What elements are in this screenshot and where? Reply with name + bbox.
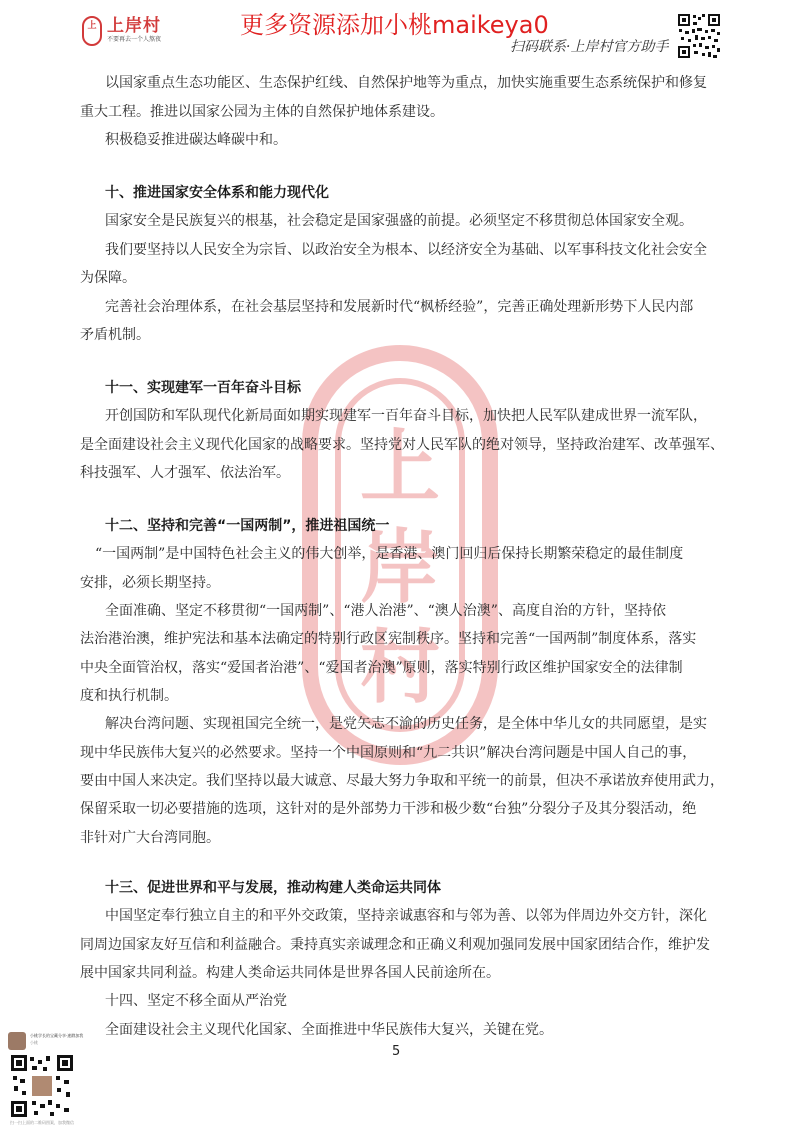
section-heading: 十三、促进世界和平与发展，推动构建人类命运共同体 bbox=[105, 880, 441, 896]
logo-mark-icon: 上 bbox=[82, 16, 102, 46]
body-line: 国家安全是民族复兴的根基，社会稳定是国家强盛的前提。必须坚定不移贯彻总体国家安全观。 bbox=[105, 213, 693, 229]
qr-code-icon bbox=[677, 13, 721, 59]
body-line: 开创国防和军队现代化新局面如期实现建军一百年奋斗目标，加快把人民军队建成世界一流军队， bbox=[105, 408, 707, 424]
promo-card-caption: 扫一扫上面的二维码图案，加我微信 bbox=[10, 1120, 74, 1125]
body-line: 保留采取一切必要措施的选项，这针对的是外部势力干涉和极少数“台独”分裂分子及其分裂活动，绝 bbox=[80, 801, 697, 817]
body-line: 度和执行机制。 bbox=[80, 688, 178, 704]
body-line: 完善社会治理体系，在社会基层坚持和发展新时代“枫桥经验”，完善正确处理新形势下人民内部 bbox=[105, 299, 694, 315]
body-line: 解决台湾问题、实现祖国完全统一，是党矢志不渝的历史任务，是全体中华儿女的共同愿望，是实 bbox=[105, 716, 707, 732]
body-line: 重大工程。推进以国家公园为主体的自然保护地体系建设。 bbox=[80, 104, 444, 120]
body-line: 同周边国家友好互信和利益融合。秉持真实亲诚理念和正确义利观加强同发展中国家团结合作，维护发 bbox=[80, 937, 710, 953]
watermark-char-1: 上 bbox=[360, 421, 440, 514]
scan-note: 扫码联系·上岸村官方助手 bbox=[510, 39, 669, 55]
promo-banner-text: 更多资源添加小桃maikeya0 bbox=[240, 11, 549, 39]
bottom-promo-card bbox=[8, 1032, 88, 1128]
body-line: 展中国家共同利益。构建人类命运共同体是世界各国人民前途所在。 bbox=[80, 965, 500, 981]
watermark-char-3: 村 bbox=[360, 621, 440, 714]
page-header bbox=[0, 0, 800, 70]
qr-code-icon bbox=[10, 1054, 74, 1118]
body-line: 要由中国人来决定。我们坚持以最大诚意、尽最大努力争取和平统一的前景，但决不承诺放弃使用武力， bbox=[80, 773, 724, 789]
body-line: 我们要坚持以人民安全为宗旨、以政治安全为根本、以经济安全为基础、以军事科技文化社会安全 bbox=[105, 242, 707, 258]
page-number: 5 bbox=[392, 1044, 401, 1059]
avatar bbox=[8, 1032, 26, 1050]
body-line: 十四、坚定不移全面从严治党 bbox=[105, 993, 287, 1009]
body-line: 科技强军、人才强军、依法治军。 bbox=[80, 465, 290, 481]
logo-text bbox=[107, 16, 161, 44]
body-line: 现中华民族伟大复兴的必然要求。坚持一个中国原则和“九二共识”解决台湾问题是中国人自己的事， bbox=[80, 745, 697, 761]
body-line: 积极稳妥推进碳达峰碳中和。 bbox=[105, 132, 287, 148]
brand-logo bbox=[82, 16, 161, 46]
body-line: 为保障。 bbox=[80, 270, 136, 286]
body-line: 矛盾机制。 bbox=[80, 327, 150, 343]
section-heading: 十、推进国家安全体系和能力现代化 bbox=[105, 185, 329, 201]
promo-card-subtitle: 小桃 bbox=[30, 1040, 38, 1045]
body-line: 中央全面管治权，落实“爱国者治港”、“爱国者治澳”原则，落实特别行政区维护国家安全的法律制 bbox=[80, 660, 683, 676]
body-line: “一国两制”是中国特色社会主义的伟大创举，是香港、澳门回归后保持长期繁荣稳定的最佳制度 bbox=[95, 546, 684, 562]
section-heading: 十二、坚持和完善“一国两制”，推进祖国统一 bbox=[105, 518, 390, 534]
body-line: 全面准确、坚定不移贯彻“一国两制”、“港人治港”、“澳人治澳”、高度自治的方针，坚持依 bbox=[105, 603, 666, 619]
logo-name: 上岸村 bbox=[107, 16, 161, 36]
body-line: 全面建设社会主义现代化国家、全面推进中华民族伟大复兴，关键在党。 bbox=[105, 1022, 553, 1038]
body-line: 法治港治澳，维护宪法和基本法确定的特别行政区宪制秩序。坚持和完善“一国两制”制度体系，落实 bbox=[80, 631, 697, 647]
section-heading: 十一、实现建军一百年奋斗目标 bbox=[105, 380, 301, 396]
body-line: 以国家重点生态功能区、生态保护红线、自然保护地等为重点，加快实施重要生态系统保护和修复 bbox=[105, 75, 707, 91]
watermark-char-2: 岸 bbox=[360, 521, 440, 614]
promo-card-title: 小桃学长的宝藏分享·速戳加我 bbox=[30, 1033, 84, 1038]
body-line: 中国坚定奉行独立自主的和平外交政策，坚持亲诚惠容和与邻为善、以邻为伴周边外交方针，深化 bbox=[105, 908, 707, 924]
body-line: 安排，必须长期坚持。 bbox=[80, 575, 220, 591]
body-line: 是全面建设社会主义现代化国家的战略要求。坚持党对人民军队的绝对领导，坚持政治建军、改革强军、 bbox=[80, 437, 724, 453]
body-line: 非针对广大台湾同胞。 bbox=[80, 830, 220, 846]
logo-slogan: 不要再去一个人熬夜 bbox=[107, 36, 162, 43]
